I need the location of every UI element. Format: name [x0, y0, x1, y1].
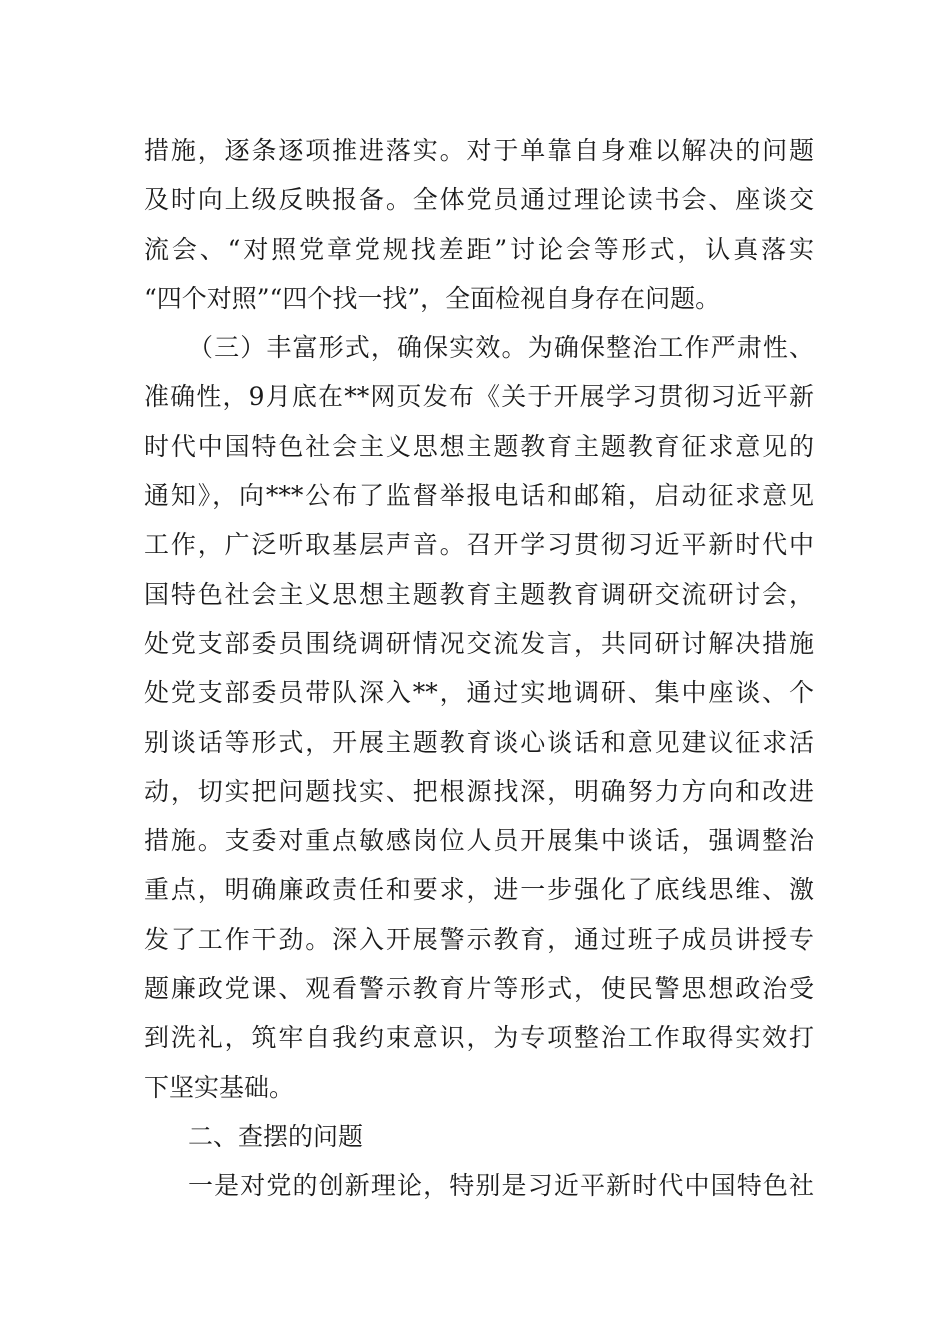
text-line: 到洗礼，筑牢自我约束意识，为专项整治工作取得实效打 [144, 1023, 814, 1053]
text-line: 工作，广泛听取基层声音。召开学习贯彻习近平新时代中 [144, 530, 814, 560]
text-line: 动，切实把问题找实、把根源找深，明确努力方向和改进 [144, 776, 814, 806]
section-heading-2: 二、查摆的问题 [188, 1121, 364, 1151]
text-line: 流会、“对照党章党规找差距”讨论会等形式，认真落实 [144, 234, 814, 264]
text-line: 措施，逐条逐项推进落实。对于单靠自身难以解决的问题 [144, 136, 814, 165]
text-line: “四个对照”“四个找一找”，全面检视自身存在问题。 [144, 283, 721, 313]
text-line: 准确性，9月底在**网页发布《关于开展学习贯彻习近平新 [144, 382, 814, 412]
text-line: 下坚实基础。 [144, 1072, 295, 1102]
text-line: 题廉政党课、观看警示教育片等形式，使民警思想政治受 [144, 974, 814, 1004]
text-line: 重点，明确廉政责任和要求，进一步强化了底线思维、激 [144, 875, 814, 905]
text-line: 措施。支委对重点敏感岗位人员开展集中谈话，强调整治 [144, 826, 814, 856]
text-line: 处党支部委员围绕调研情况交流发言，共同研讨解决措施 [144, 628, 814, 658]
text-line: 国特色社会主义思想主题教育主题教育调研交流研讨会， [144, 579, 814, 609]
text-line: 一是对党的创新理论，特别是习近平新时代中国特色社 [188, 1171, 814, 1201]
text-line: 处党支部委员带队深入**，通过实地调研、集中座谈、个 [144, 678, 814, 708]
text-line: 及时向上级反映报备。全体党员通过理论读书会、座谈交 [144, 185, 814, 215]
text-line: 别谈话等形式，开展主题教育谈心谈话和意见建议征求活 [144, 727, 814, 757]
text-line: 时代中国特色社会主义思想主题教育主题教育征求意见的 [144, 431, 814, 461]
section-heading-3: （三）丰富形式，确保实效。为确保整治工作严肃性、 [188, 333, 814, 363]
text-line: 通知》，向***公布了监督举报电话和邮箱，启动征求意见 [144, 481, 814, 511]
text-line: 发了工作干劲。深入开展警示教育，通过班子成员讲授专 [144, 924, 814, 954]
document-body [144, 126, 814, 1211]
